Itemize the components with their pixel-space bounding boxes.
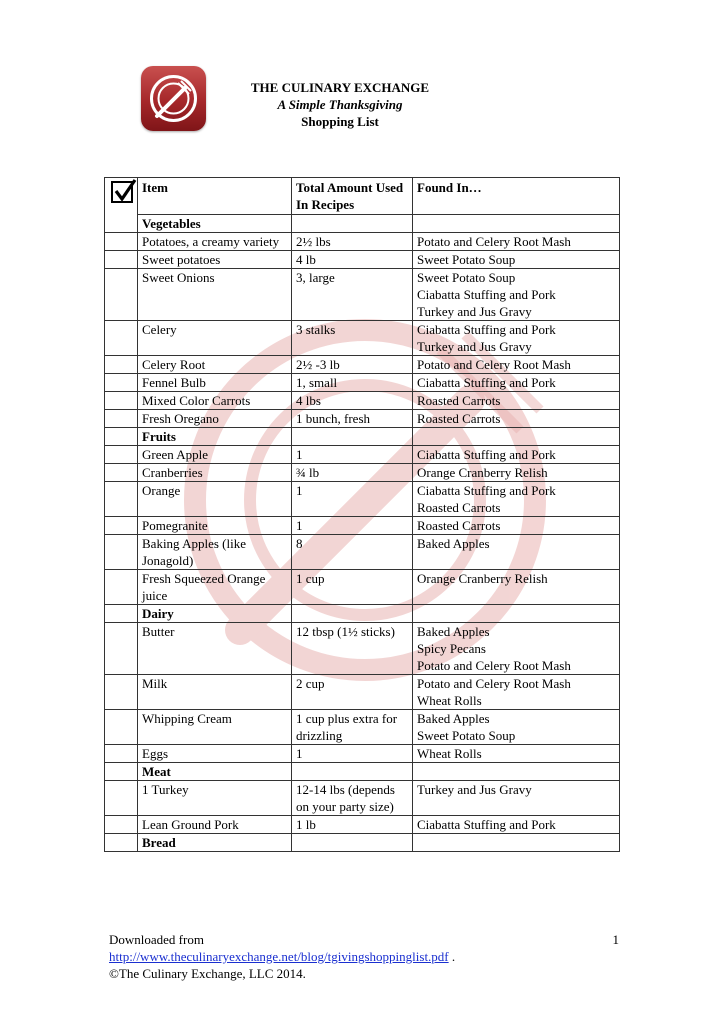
checkbox-cell[interactable]	[105, 675, 138, 710]
table-row	[105, 517, 620, 535]
recipe-name: Ciabatta Stuffing and Pork	[417, 322, 556, 337]
table-row	[105, 233, 620, 251]
empty-cell	[292, 605, 413, 623]
item-amount: 1 lb	[292, 816, 413, 834]
item-amount: 12-14 lbs (depends on your party size)	[292, 781, 413, 816]
category-label: Dairy	[138, 605, 292, 623]
item-name: Fennel Bulb	[138, 374, 292, 392]
checkmark-box-icon	[111, 181, 133, 203]
item-found-in	[413, 374, 620, 392]
checkbox-cell[interactable]	[105, 269, 138, 321]
table-row	[105, 321, 620, 356]
item-name: Butter	[138, 623, 292, 675]
page-footer	[109, 931, 619, 982]
item-name: Milk	[138, 675, 292, 710]
item-found-in	[413, 535, 620, 570]
checkbox-cell[interactable]	[105, 781, 138, 816]
table-row	[105, 374, 620, 392]
checkbox-cell[interactable]	[105, 410, 138, 428]
culinary-exchange-logo-icon	[141, 66, 206, 131]
table-row	[105, 623, 620, 675]
empty-cell	[413, 605, 620, 623]
item-amount: 1	[292, 446, 413, 464]
column-header-found-in: Found In…	[413, 178, 620, 215]
empty-cell	[292, 834, 413, 852]
item-name: Fresh Oregano	[138, 410, 292, 428]
category-label: Fruits	[138, 428, 292, 446]
recipe-name: Turkey and Jus Gravy	[417, 304, 532, 319]
checkbox-cell[interactable]	[105, 374, 138, 392]
table-row	[105, 392, 620, 410]
category-row	[105, 763, 620, 781]
item-name: Potatoes, a creamy variety	[138, 233, 292, 251]
checkbox-header-cell	[105, 178, 138, 233]
item-found-in	[413, 410, 620, 428]
item-found-in	[413, 251, 620, 269]
source-url-link[interactable]: http://www.theculinaryexchange.net/blog/tgivingshoppinglist.pdf	[109, 949, 449, 964]
item-found-in	[413, 482, 620, 517]
item-found-in	[413, 517, 620, 535]
item-amount: ¾ lb	[292, 464, 413, 482]
item-name: Celery	[138, 321, 292, 356]
table-row	[105, 410, 620, 428]
empty-cell	[413, 763, 620, 781]
item-amount: 1 bunch, fresh	[292, 410, 413, 428]
item-found-in	[413, 781, 620, 816]
item-found-in	[413, 710, 620, 745]
item-name: 1 Turkey	[138, 781, 292, 816]
item-amount: 1 cup plus extra for drizzling	[292, 710, 413, 745]
table-header-row	[105, 178, 620, 215]
table-row	[105, 745, 620, 763]
item-found-in	[413, 392, 620, 410]
category-row	[105, 428, 620, 446]
checkbox-cell[interactable]	[105, 570, 138, 605]
checkbox-cell[interactable]	[105, 535, 138, 570]
item-name: Green Apple	[138, 446, 292, 464]
checkbox-cell[interactable]	[105, 464, 138, 482]
item-amount: 3, large	[292, 269, 413, 321]
recipe-name: Wheat Rolls	[417, 746, 482, 761]
page-number: 1	[612, 932, 619, 947]
item-amount: 3 stalks	[292, 321, 413, 356]
item-name: Cranberries	[138, 464, 292, 482]
recipe-name: Baked Apples	[417, 624, 490, 639]
item-found-in	[413, 570, 620, 605]
table-row	[105, 816, 620, 834]
table-row	[105, 570, 620, 605]
item-found-in	[413, 675, 620, 710]
category-row	[105, 605, 620, 623]
item-found-in	[413, 233, 620, 251]
company-name: THE CULINARY EXCHANGE	[250, 80, 430, 95]
empty-cell	[292, 215, 413, 233]
recipe-name: Ciabatta Stuffing and Pork	[417, 817, 556, 832]
table-row	[105, 781, 620, 816]
column-header-item: Item	[138, 178, 292, 215]
recipe-name: Orange Cranberry Relish	[417, 571, 548, 586]
recipe-name: Potato and Celery Root Mash	[417, 234, 571, 249]
item-amount: 12 tbsp (1½ sticks)	[292, 623, 413, 675]
item-name: Sweet potatoes	[138, 251, 292, 269]
checkbox-cell[interactable]	[105, 623, 138, 675]
recipe-name: Ciabatta Stuffing and Pork	[417, 483, 556, 498]
item-name: Eggs	[138, 745, 292, 763]
item-name: Mixed Color Carrots	[138, 392, 292, 410]
item-found-in	[413, 745, 620, 763]
checkbox-cell[interactable]	[105, 392, 138, 410]
item-found-in	[413, 623, 620, 675]
empty-cell	[292, 428, 413, 446]
category-label: Vegetables	[138, 215, 292, 233]
document-title: Shopping List	[301, 114, 379, 129]
checkbox-cell[interactable]	[105, 834, 138, 852]
checkbox-cell[interactable]	[105, 356, 138, 374]
table-row	[105, 464, 620, 482]
table-row	[105, 446, 620, 464]
column-header-amount: Total Amount Used In Recipes	[292, 178, 413, 215]
item-amount: 1	[292, 517, 413, 535]
item-amount: 4 lb	[292, 251, 413, 269]
checkbox-cell[interactable]	[105, 710, 138, 745]
checkbox-cell[interactable]	[105, 816, 138, 834]
empty-cell	[413, 428, 620, 446]
table-row	[105, 251, 620, 269]
copyright-text: ©The Culinary Exchange, LLC 2014.	[109, 966, 306, 981]
item-amount: 1, small	[292, 374, 413, 392]
checkbox-cell[interactable]	[105, 605, 138, 623]
item-name: Sweet Onions	[138, 269, 292, 321]
category-label: Meat	[138, 763, 292, 781]
item-amount: 1 cup	[292, 570, 413, 605]
item-name: Celery Root	[138, 356, 292, 374]
recipe-name: Potato and Celery Root Mash	[417, 658, 571, 673]
item-amount: 2½ lbs	[292, 233, 413, 251]
checkbox-cell[interactable]	[105, 745, 138, 763]
recipe-name: Baked Apples	[417, 711, 490, 726]
recipe-name: Roasted Carrots	[417, 518, 501, 533]
category-row	[105, 215, 620, 233]
recipe-name: Roasted Carrots	[417, 500, 501, 515]
item-name: Orange	[138, 482, 292, 517]
recipe-name: Sweet Potato Soup	[417, 252, 516, 267]
item-name: Lean Ground Pork	[138, 816, 292, 834]
item-found-in	[413, 816, 620, 834]
recipe-name: Baked Apples	[417, 536, 490, 551]
checkbox-cell[interactable]	[105, 763, 138, 781]
item-amount: 8	[292, 535, 413, 570]
item-found-in	[413, 356, 620, 374]
table-row	[105, 356, 620, 374]
table-row	[105, 482, 620, 517]
shopping-list-table	[104, 177, 620, 852]
empty-cell	[413, 834, 620, 852]
table-row	[105, 710, 620, 745]
recipe-name: Turkey and Jus Gravy	[417, 782, 532, 797]
checkbox-cell[interactable]	[105, 251, 138, 269]
recipe-name: Ciabatta Stuffing and Pork	[417, 287, 556, 302]
downloaded-from-label: Downloaded from	[109, 932, 204, 947]
checkbox-cell[interactable]	[105, 428, 138, 446]
recipe-name: Potato and Celery Root Mash	[417, 676, 571, 691]
url-suffix: .	[448, 949, 456, 964]
table-row	[105, 535, 620, 570]
item-amount: 1	[292, 482, 413, 517]
recipe-name: Sweet Potato Soup	[417, 728, 516, 743]
recipe-name: Wheat Rolls	[417, 693, 482, 708]
table-row	[105, 269, 620, 321]
recipe-name: Roasted Carrots	[417, 393, 501, 408]
item-name: Baking Apples (like Jonagold)	[138, 535, 292, 570]
recipe-name: Roasted Carrots	[417, 411, 501, 426]
recipe-name: Ciabatta Stuffing and Pork	[417, 447, 556, 462]
item-found-in	[413, 321, 620, 356]
category-label: Bread	[138, 834, 292, 852]
category-row	[105, 834, 620, 852]
checkbox-cell[interactable]	[105, 482, 138, 517]
table-row	[105, 675, 620, 710]
recipe-name: Turkey and Jus Gravy	[417, 339, 532, 354]
document-header	[210, 79, 470, 130]
recipe-name: Ciabatta Stuffing and Pork	[417, 375, 556, 390]
empty-cell	[413, 215, 620, 233]
item-amount: 4 lbs	[292, 392, 413, 410]
recipe-name: Orange Cranberry Relish	[417, 465, 548, 480]
item-amount: 1	[292, 745, 413, 763]
document-subtitle: A Simple Thanksgiving	[277, 97, 403, 112]
empty-cell	[292, 763, 413, 781]
item-amount: 2 cup	[292, 675, 413, 710]
recipe-name: Potato and Celery Root Mash	[417, 357, 571, 372]
item-amount: 2½ -3 lb	[292, 356, 413, 374]
checkbox-cell[interactable]	[105, 233, 138, 251]
checkbox-cell[interactable]	[105, 446, 138, 464]
checkbox-cell[interactable]	[105, 321, 138, 356]
item-name: Whipping Cream	[138, 710, 292, 745]
item-name: Pomegranite	[138, 517, 292, 535]
item-found-in	[413, 464, 620, 482]
item-found-in	[413, 269, 620, 321]
checkbox-cell[interactable]	[105, 517, 138, 535]
item-found-in	[413, 446, 620, 464]
recipe-name: Spicy Pecans	[417, 641, 486, 656]
item-name: Fresh Squeezed Orange juice	[138, 570, 292, 605]
recipe-name: Sweet Potato Soup	[417, 270, 516, 285]
